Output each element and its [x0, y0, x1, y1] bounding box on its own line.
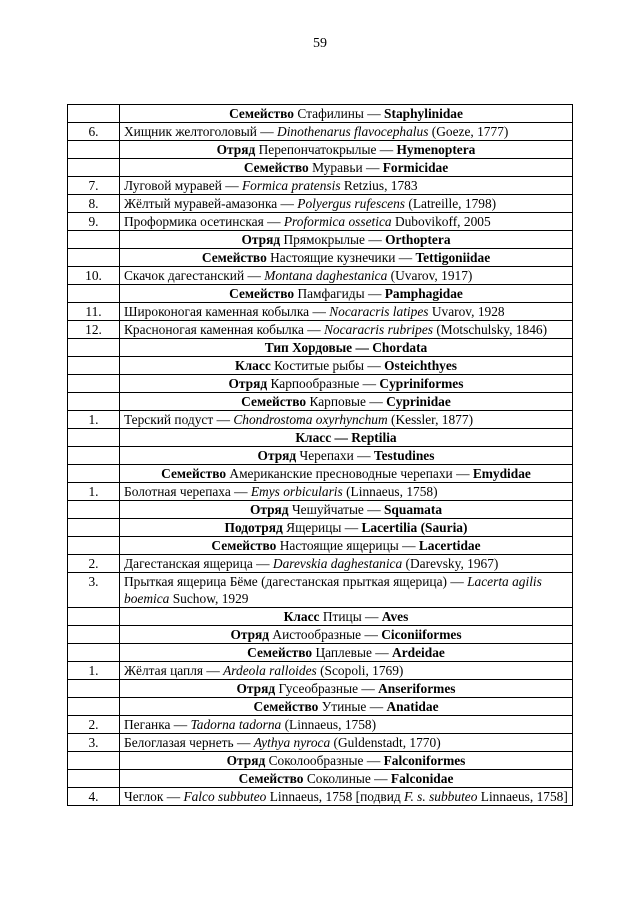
taxon-rank: Отряд: [249, 502, 289, 517]
taxon-header: Отряд Прямокрылые — Orthoptera: [120, 231, 573, 249]
species-common-name: Терский подуст —: [124, 412, 234, 427]
taxon-name-latin: Squamata: [383, 502, 443, 517]
species-row: [68, 411, 573, 429]
species-entry: [120, 662, 573, 680]
taxon-name-ru: Утиные: [321, 699, 367, 714]
species-common-name: Жёлтая цапля —: [124, 663, 224, 678]
taxon-header-row: [68, 626, 573, 644]
species-entry: [120, 555, 573, 573]
species-common-name: Скачок дагестанский —: [124, 268, 265, 283]
taxon-rank: Отряд: [230, 627, 270, 642]
taxon-header: Семейство Муравьи — Formicidae: [120, 159, 573, 177]
taxon-rank: Класс: [234, 358, 271, 373]
taxon-header-row: [68, 537, 573, 555]
subspecies-author: Linnaeus, 1758]: [477, 789, 568, 804]
taxon-header-row: [68, 429, 573, 447]
species-author: Dubovikoff, 2005: [391, 214, 491, 229]
row-number: 4.: [68, 788, 120, 806]
species-author: Suchow, 1929: [169, 591, 249, 606]
species-row: [68, 321, 573, 339]
species-scientific-name: Proformica ossetica: [283, 214, 392, 229]
row-number: [68, 141, 120, 159]
row-number: [68, 339, 120, 357]
taxon-rank: Отряд: [257, 448, 297, 463]
species-row: [68, 573, 573, 608]
taxon-rank: Семейство: [243, 160, 309, 175]
species-scientific-name: Ardeola ralloides: [223, 663, 317, 678]
row-number: [68, 680, 120, 698]
taxon-name-latin: Hymenoptera: [396, 142, 476, 157]
species-author: (Darevsky, 1967): [402, 556, 499, 571]
taxon-name-ru: Карповые: [309, 394, 366, 409]
species-common-name: Белоглазая чернеть —: [124, 735, 254, 750]
taxon-name-ru: Ящерицы: [286, 520, 342, 535]
taxon-header-row: [68, 231, 573, 249]
species-entry: [120, 788, 573, 806]
taxon-header-row: [68, 447, 573, 465]
species-common-name: Проформика осетинская —: [124, 214, 284, 229]
taxon-name-latin: Reptilia: [351, 430, 397, 445]
row-number: 2.: [68, 555, 120, 573]
species-author: (Goeze, 1777): [428, 124, 509, 139]
species-common-name: Луговой муравей —: [124, 178, 242, 193]
species-author: (Guldenstadt, 1770): [330, 735, 441, 750]
species-entry: [120, 483, 573, 501]
species-entry: [120, 213, 573, 231]
species-scientific-name: Montana daghestanica: [264, 268, 388, 283]
species-scientific-name: Darevskia daghestanica: [272, 556, 403, 571]
species-author: (Kessler, 1877): [387, 412, 474, 427]
row-number: [68, 698, 120, 716]
taxon-name-latin: Orthoptera: [385, 232, 451, 247]
row-number: [68, 393, 120, 411]
taxon-name-latin: Staphylinidae: [384, 106, 463, 121]
species-scientific-name: Emys orbicularis: [250, 484, 343, 499]
row-number: [68, 357, 120, 375]
species-author: Linnaeus, 1758 [подвид: [266, 789, 405, 804]
taxon-name-ru: Чешуйчатые: [291, 502, 364, 517]
taxon-header: Класс Птицы — Aves: [120, 608, 573, 626]
taxon-header: Класс Коститые рыбы — Osteichthyes: [120, 357, 573, 375]
taxon-rank: Семейство: [253, 699, 319, 714]
species-entry: [120, 123, 573, 141]
taxon-header: Семейство Соколиные — Falconidae: [120, 770, 573, 788]
taxon-header-row: [68, 357, 573, 375]
taxon-rank: Семейство: [238, 771, 304, 786]
taxon-header-row: [68, 519, 573, 537]
taxon-header-row: [68, 249, 573, 267]
taxon-header: Подотряд Ящерицы — Lacertilia (Sauria): [120, 519, 573, 537]
taxon-rank: Тип Хордовые: [264, 340, 353, 355]
taxon-header-row: [68, 680, 573, 698]
taxon-header-row: [68, 698, 573, 716]
taxon-name-latin: Falconiformes: [383, 753, 466, 768]
taxon-rank: Отряд: [226, 753, 266, 768]
row-number: [68, 159, 120, 177]
taxon-name-ru: Соколообразные: [268, 753, 364, 768]
taxon-name-latin: Lacertilia (Sauria): [361, 520, 468, 535]
row-number: [68, 770, 120, 788]
taxon-name-latin: Tettigoniidae: [415, 250, 491, 265]
species-entry: [120, 267, 573, 285]
taxon-header: Семейство Утиные — Anatidae: [120, 698, 573, 716]
row-number: [68, 519, 120, 537]
row-number: [68, 465, 120, 483]
taxon-header: Класс — Reptilia: [120, 429, 573, 447]
page-number: 59: [313, 36, 327, 51]
taxon-header-row: [68, 465, 573, 483]
row-number: [68, 447, 120, 465]
species-scientific-name: Lacerta agilis boemica: [124, 574, 542, 606]
taxon-header-row: [68, 105, 573, 123]
taxon-header: Отряд Карпообразные — Cypriniformes: [120, 375, 573, 393]
species-scientific-name: Aythya nyroca: [253, 735, 331, 750]
row-number: 12.: [68, 321, 120, 339]
taxon-rank: Семейство: [211, 538, 277, 553]
species-table-body: [68, 105, 573, 806]
taxon-header-row: [68, 752, 573, 770]
row-number: 7.: [68, 177, 120, 195]
taxon-header: Семейство Настоящие кузнечики — Tettigoniidae: [120, 249, 573, 267]
species-scientific-name: Falco subbuteo: [183, 789, 267, 804]
taxon-header: Семейство Цаплевые — Ardeidae: [120, 644, 573, 662]
row-number: [68, 644, 120, 662]
species-common-name: Широконогая каменная кобылка —: [124, 304, 330, 319]
species-row: [68, 716, 573, 734]
taxon-header: Семейство Памфагиды — Pamphagidae: [120, 285, 573, 303]
taxon-header-row: [68, 393, 573, 411]
species-author: (Scopoli, 1769): [316, 663, 404, 678]
taxon-name-ru: Черепахи: [299, 448, 354, 463]
taxon-name-latin: Lacertidae: [418, 538, 481, 553]
row-number: 2.: [68, 716, 120, 734]
taxon-name-ru: Цаплевые: [315, 645, 372, 660]
taxon-rank: Семейство: [229, 286, 295, 301]
taxon-rank: Подотряд: [224, 520, 283, 535]
row-number: 3.: [68, 573, 120, 608]
taxon-header-row: [68, 375, 573, 393]
species-row: [68, 177, 573, 195]
taxon-name-ru: Коститые рыбы: [274, 358, 365, 373]
row-number: 11.: [68, 303, 120, 321]
species-scientific-name: Polyergus rufescens: [297, 196, 406, 211]
taxon-name-latin: Testudines: [373, 448, 435, 463]
species-row: [68, 213, 573, 231]
taxon-name-latin: Emydidae: [472, 466, 531, 481]
species-author: (Uvarov, 1917): [387, 268, 473, 283]
taxon-header: Семейство Карповые — Cyprinidae: [120, 393, 573, 411]
species-row: [68, 267, 573, 285]
row-number: 1.: [68, 483, 120, 501]
taxon-name-ru: Перепончатокрылые: [258, 142, 377, 157]
taxon-name-latin: Anatidae: [386, 699, 439, 714]
taxon-header: Отряд Соколообразные — Falconiformes: [120, 752, 573, 770]
species-common-name: Дагестанская ящерица —: [124, 556, 273, 571]
species-row: [68, 662, 573, 680]
species-row: [68, 788, 573, 806]
taxon-header: Семейство Настоящие ящерицы — Lacertidae: [120, 537, 573, 555]
row-number: 3.: [68, 734, 120, 752]
taxon-name-latin: Aves: [381, 609, 409, 624]
species-author: Uvarov, 1928: [428, 304, 505, 319]
species-entry: [120, 177, 573, 195]
taxon-header: Отряд Перепончатокрылые — Hymenoptera: [120, 141, 573, 159]
taxon-header-row: [68, 339, 573, 357]
species-entry: [120, 303, 573, 321]
taxon-name-ru: Соколиные: [306, 771, 371, 786]
species-row: [68, 195, 573, 213]
taxon-rank: Семейство: [247, 645, 313, 660]
species-entry: [120, 411, 573, 429]
row-number: [68, 752, 120, 770]
taxon-header-row: [68, 159, 573, 177]
species-author: (Motschulsky, 1846): [432, 322, 548, 337]
taxon-name-ru: Настоящие ящерицы: [279, 538, 399, 553]
taxon-header: Тип Хордовые — Chordata: [120, 339, 573, 357]
species-common-name: Жёлтый муравей-амазонка —: [124, 196, 298, 211]
species-common-name: Красноногая каменная кобылка —: [124, 322, 324, 337]
row-number: [68, 429, 120, 447]
taxon-header: Отряд Аистообразные — Ciconiiformes: [120, 626, 573, 644]
row-number: 6.: [68, 123, 120, 141]
taxon-rank: Семейство: [161, 466, 227, 481]
taxon-name-ru: Птицы: [322, 609, 362, 624]
taxon-rank: Семейство: [241, 394, 307, 409]
subspecies-scientific-name: F. s. subbuteo: [404, 789, 478, 804]
taxon-name-latin: Osteichthyes: [384, 358, 458, 373]
row-number: [68, 231, 120, 249]
taxon-rank: Отряд: [236, 681, 276, 696]
species-row: [68, 303, 573, 321]
taxon-name-latin: Cyprinidae: [386, 394, 451, 409]
species-common-name: Хищник желтоголовый —: [124, 124, 278, 139]
taxon-name-ru: Муравьи: [312, 160, 363, 175]
species-common-name: Чеглок —: [124, 789, 184, 804]
species-entry: [120, 195, 573, 213]
taxon-name-latin: Pamphagidae: [384, 286, 463, 301]
row-number: 8.: [68, 195, 120, 213]
taxon-name-latin: Falconidae: [390, 771, 454, 786]
taxon-name-ru: Стафилины: [297, 106, 364, 121]
row-number: [68, 249, 120, 267]
taxon-header-row: [68, 141, 573, 159]
row-number: 1.: [68, 662, 120, 680]
species-table: [67, 104, 573, 806]
species-scientific-name: Dinothenarus flavocephalus: [277, 124, 429, 139]
taxon-header-row: [68, 608, 573, 626]
taxon-name-ru: Карпообразные: [270, 376, 360, 391]
taxon-name-latin: Anseriformes: [378, 681, 456, 696]
taxon-name-latin: Ardeidae: [392, 645, 445, 660]
species-common-name: Пеганка —: [124, 717, 191, 732]
row-number: [68, 375, 120, 393]
row-number: 1.: [68, 411, 120, 429]
taxon-name-latin: Formicidae: [382, 160, 449, 175]
species-entry: [120, 321, 573, 339]
taxon-name-latin: Chordata: [372, 340, 428, 355]
species-scientific-name: Nocaracris rubripes: [323, 322, 433, 337]
taxon-rank: Отряд: [216, 142, 256, 157]
row-number: [68, 608, 120, 626]
species-scientific-name: Tadorna tadorna: [190, 717, 282, 732]
species-author: (Linnaeus, 1758): [342, 484, 438, 499]
taxon-name-ru: Американские пресноводные черепахи: [229, 466, 453, 481]
taxon-name-ru: Гусеобразные: [278, 681, 359, 696]
species-row: [68, 123, 573, 141]
taxon-name-ru: Прямокрылые: [283, 232, 365, 247]
taxon-header: Семейство Американские пресноводные черепахи — Emydidae: [120, 465, 573, 483]
taxon-rank: Семейство: [201, 250, 267, 265]
species-row: [68, 555, 573, 573]
taxon-name-latin: Ciconiiformes: [381, 627, 462, 642]
species-common-name: Болотная черепаха —: [124, 484, 251, 499]
species-scientific-name: Chondrostoma oxyrhynchum: [233, 412, 388, 427]
taxon-name-ru: Настоящие кузнечики: [270, 250, 396, 265]
row-number: [68, 285, 120, 303]
taxon-header: Отряд Чешуйчатые — Squamata: [120, 501, 573, 519]
species-author: (Latreille, 1798): [405, 196, 497, 211]
species-scientific-name: Nocaracris latipes: [329, 304, 429, 319]
taxon-header-row: [68, 501, 573, 519]
row-number: [68, 105, 120, 123]
species-entry: [120, 716, 573, 734]
taxon-header: Отряд Гусеобразные — Anseriformes: [120, 680, 573, 698]
row-number: 10.: [68, 267, 120, 285]
taxon-rank: Отряд: [228, 376, 268, 391]
taxon-header-row: [68, 285, 573, 303]
species-row: [68, 734, 573, 752]
species-row: [68, 483, 573, 501]
taxon-header: Семейство Стафилины — Staphylinidae: [120, 105, 573, 123]
taxon-name-ru: Аистообразные: [272, 627, 362, 642]
taxon-header: Отряд Черепахи — Testudines: [120, 447, 573, 465]
row-number: [68, 501, 120, 519]
species-common-name: Прыткая ящерица Бёме (дагестанская прыткая ящерица) —: [124, 574, 468, 589]
taxon-rank: Класс: [295, 430, 332, 445]
row-number: [68, 626, 120, 644]
taxon-header-row: [68, 770, 573, 788]
row-number: 9.: [68, 213, 120, 231]
species-author: Retzius, 1783: [340, 178, 418, 193]
taxon-name-ru: Памфагиды: [297, 286, 365, 301]
taxon-name-latin: Cypriniformes: [379, 376, 464, 391]
species-entry: [120, 573, 573, 608]
species-author: (Linnaeus, 1758): [281, 717, 377, 732]
taxon-header-row: [68, 644, 573, 662]
species-scientific-name: Formica pratensis: [242, 178, 341, 193]
species-entry: [120, 734, 573, 752]
taxon-rank: Отряд: [241, 232, 281, 247]
row-number: [68, 537, 120, 555]
taxon-rank: Семейство: [229, 106, 294, 121]
taxon-rank: Класс: [283, 609, 320, 624]
